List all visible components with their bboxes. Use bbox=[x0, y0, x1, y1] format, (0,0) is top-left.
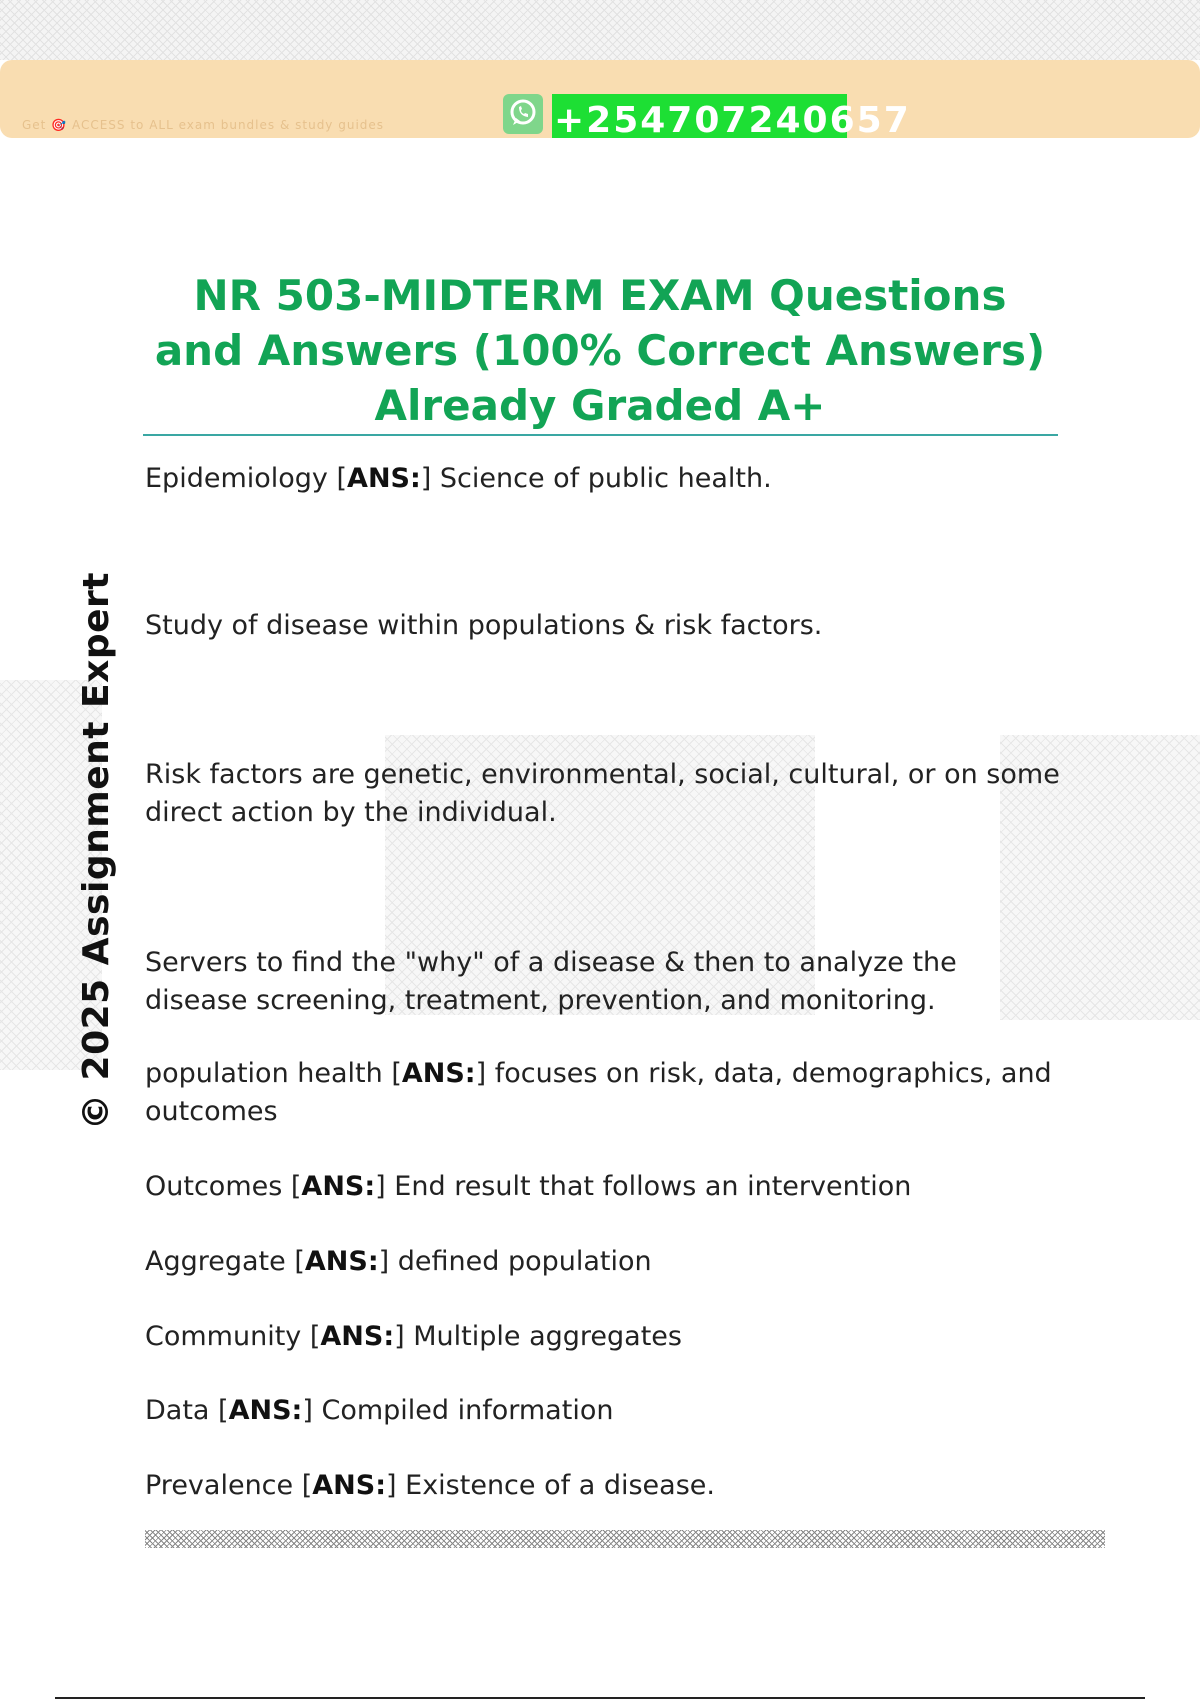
qa-entry: Risk factors are genetic, environmental, social, cultural, or on some direct action by the individual. bbox=[145, 759, 1060, 828]
qa-entry: Study of disease within populations & risk factors. bbox=[145, 610, 823, 641]
qa-entry: Outcomes [ANS:] End result that follows an intervention bbox=[145, 1171, 912, 1202]
page-title: NR 503-MIDTERM EXAM Questions and Answers (100% Correct Answers) Already Graded A+ bbox=[154, 271, 1046, 430]
qa-entry: Servers to find the "why" of a disease & then to analyze the disease screening, treatment, prevention, and monitoring. bbox=[145, 947, 957, 1016]
qa-entry: population health [ANS:] focuses on risk, data, demographics, and outcomes bbox=[145, 1058, 1052, 1127]
page-bottom-rule bbox=[55, 1697, 1145, 1699]
qa-entry: Community [ANS:] Multiple aggregates bbox=[145, 1321, 682, 1352]
qa-entry: Prevalence [ANS:] Existence of a disease. bbox=[145, 1470, 715, 1501]
top-pattern-band bbox=[0, 0, 1200, 60]
banner-faint-text: Get 🎯 ACCESS to ALL exam bundles & study guides bbox=[22, 118, 385, 132]
hatch-divider bbox=[145, 1530, 1105, 1548]
title-divider bbox=[143, 434, 1058, 436]
promo-banner bbox=[0, 60, 1200, 141]
qa-entry: Epidemiology [ANS:] Science of public health. bbox=[145, 463, 772, 494]
whatsapp-icon[interactable] bbox=[503, 94, 543, 134]
qa-entry: Aggregate [ANS:] defined population bbox=[145, 1246, 652, 1277]
qa-entry: Data [ANS:] Compiled information bbox=[145, 1395, 614, 1426]
whatsapp-number-link[interactable] bbox=[552, 94, 911, 141]
whatsapp-number-text: +254707240657 bbox=[554, 100, 911, 141]
copyright-watermark: © 2025 Assignment Expert bbox=[76, 572, 117, 1130]
